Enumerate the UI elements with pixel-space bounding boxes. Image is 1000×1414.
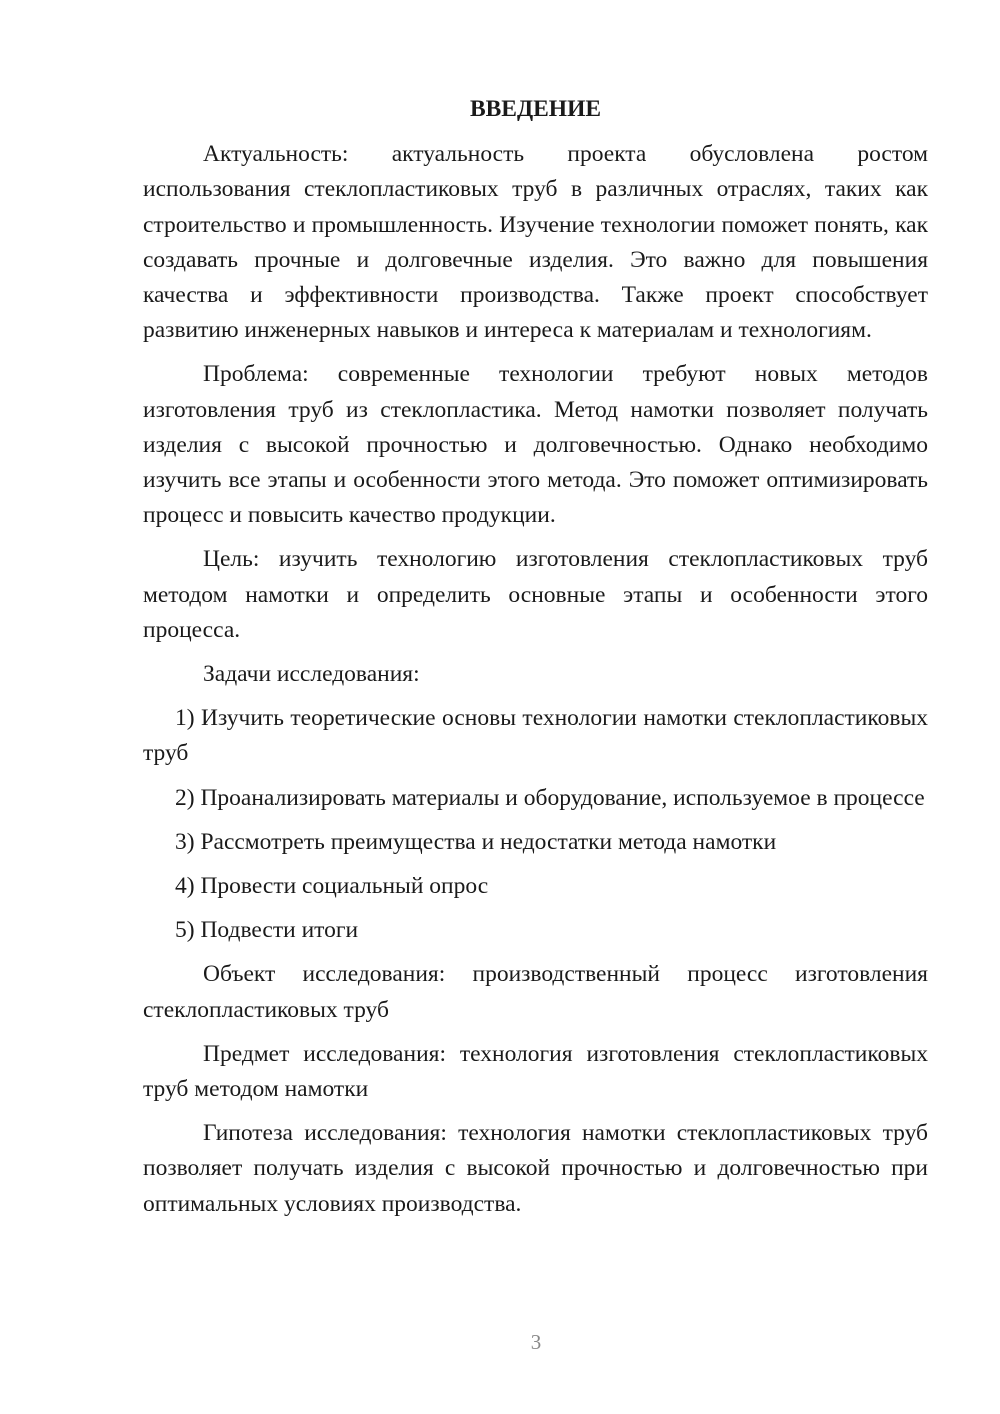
task-item-5: 5) Подвести итоги: [175, 917, 359, 944]
tasks-heading: Задачи исследования:: [203, 661, 420, 688]
task-item-3: 3) Рассмотреть преимущества и недостатки метода намотки: [175, 828, 777, 855]
task-item-2: 2) Проанализировать материалы и оборудование, используемое в процессе: [175, 784, 925, 811]
page-number: 3: [530, 1330, 542, 1354]
paragraph-problem: Проблема: современные технологии требуют новых методов изготовления труб из стеклопластика. Метод намотки позволяет получать изделия с высокой прочностью и долговечностью. Однако необходимо изучить все этапы и особенности этого метода. Это поможет оптимизировать процесс и повысить качество продукции.: [143, 361, 928, 529]
paragraph-subject: Предмет исследования: технология изготовления стеклопластиковых труб методом намотки: [143, 1040, 928, 1103]
page-content: [143, 92, 928, 1231]
paragraph-relevance: Актуальность: актуальность проекта обусловлена ростом использования стеклопластиковых труб в различных отраслях, таких как строительство и промышленность. Изучение технологии поможет понять, как создавать прочные и долговечные изделия. Это важно для повышения качества и эффективности производства. Также проект способствует развитию инженерных навыков и интереса к материалам и технологиям.: [143, 141, 928, 344]
section-title: ВВЕДЕНИЕ: [469, 96, 602, 122]
paragraph-goal: Цель: изучить технологию изготовления стеклопластиковых труб методом намотки и определить основные этапы и особенности этого процесса.: [143, 546, 928, 643]
paragraph-object: Объект исследования: производственный процесс изготовления стеклопластиковых труб: [143, 961, 928, 1023]
task-item-1: 1) Изучить теоретические основы технологии намотки стеклопластиковых труб: [143, 705, 928, 767]
task-item-4: 4) Провести социальный опрос: [175, 873, 489, 900]
paragraph-hypothesis: Гипотеза исследования: технология намотки стеклопластиковых труб позволяет получать изделия с высокой прочностью и долговечностью при оптимальных условиях производства.: [143, 1120, 928, 1217]
